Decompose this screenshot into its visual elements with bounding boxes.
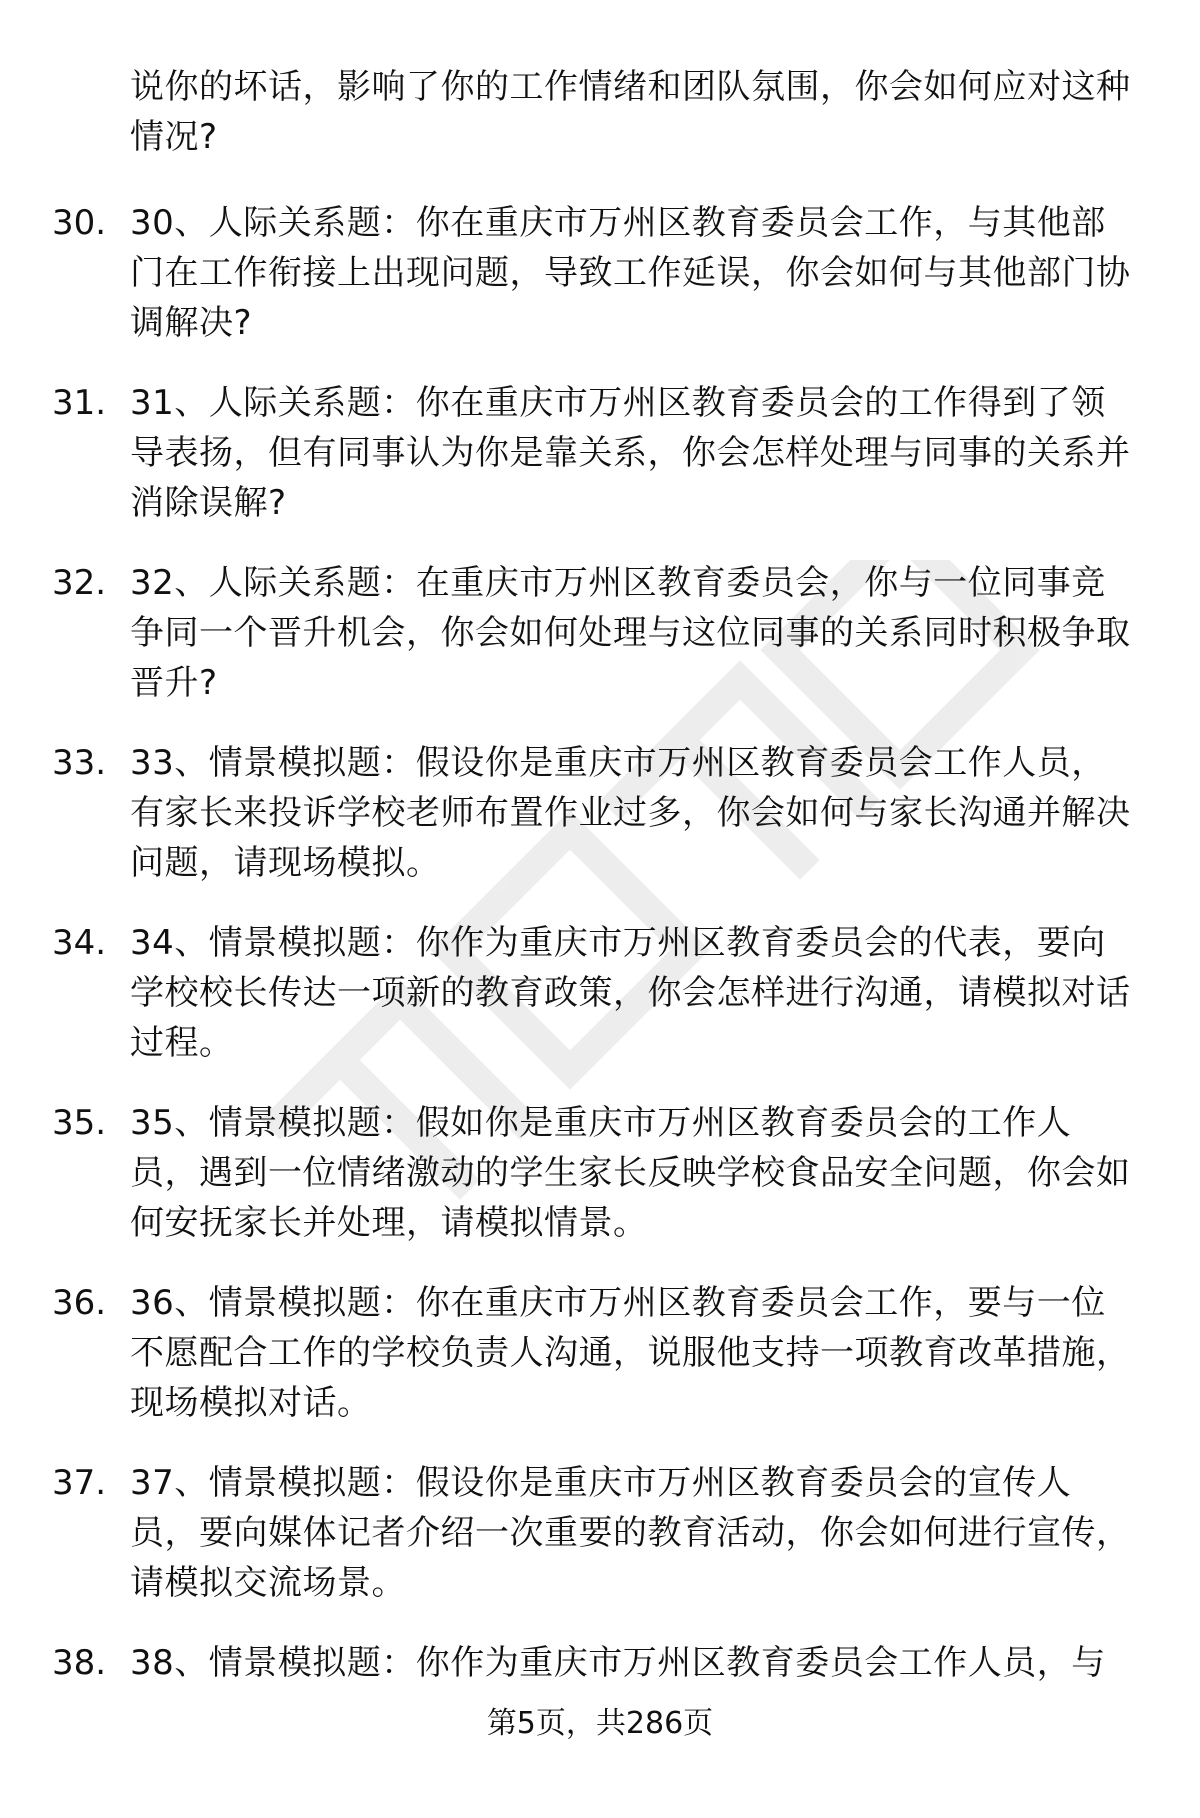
question-number: 34.: [52, 923, 107, 963]
question-text: 35、情景模拟题：假如你是重庆市万州区教育委员会的工作人员，遇到一位情绪激动的学生家长反映学校食品安全问题，你会如何安抚家长并处理，请模拟情景。: [130, 1103, 1131, 1243]
list-item: [0, 1098, 1200, 1248]
question-text: 30、人际关系题：你在重庆市万州区教育委员会工作，与其他部门在工作衔接上出现问题，导致工作延误，你会如何与其他部门协调解决?: [130, 203, 1131, 343]
question-number: 31.: [52, 383, 107, 423]
list-item: [0, 558, 1200, 708]
question-text: 36、情景模拟题：你在重庆市万州区教育委员会工作，要与一位不愿配合工作的学校负责人沟通，说服他支持一项教育改革措施，现场模拟对话。: [130, 1283, 1131, 1423]
question-text: 32、人际关系题：在重庆市万州区教育委员会，你与一位同事竞争同一个晋升机会，你会如何处理与这位同事的关系同时积极争取晋升?: [130, 563, 1131, 703]
question-text: 34、情景模拟题：你作为重庆市万州区教育委员会的代表，要向学校校长传达一项新的教育政策，你会怎样进行沟通，请模拟对话过程。: [130, 923, 1131, 1063]
question-number: 32.: [52, 563, 107, 603]
question-number: 36.: [52, 1283, 107, 1323]
list-item: [0, 738, 1200, 888]
list-item: [0, 1278, 1200, 1428]
question-number: 30.: [52, 203, 107, 243]
list-item: [0, 378, 1200, 528]
list-item: [0, 198, 1200, 348]
list-item: [0, 918, 1200, 1068]
question-number: 37.: [52, 1463, 107, 1503]
question-number: 33.: [52, 743, 107, 783]
question-number: 35.: [52, 1103, 107, 1143]
continuation-text: 说你的坏话，影响了你的工作情绪和团队氛围，你会如何应对这种情况?: [130, 67, 1131, 157]
question-text: 31、人际关系题：你在重庆市万州区教育委员会的工作得到了领导表扬，但有同事认为你是靠关系，你会怎样处理与同事的关系并消除误解?: [130, 383, 1131, 523]
question-text: 33、情景模拟题：假设你是重庆市万州区教育委员会工作人员，有家长来投诉学校老师布置作业过多，你会如何与家长沟通并解决问题，请现场模拟。: [130, 743, 1131, 883]
question-text: 38、情景模拟题：你作为重庆市万州区教育委员会工作人员，与: [130, 1643, 1106, 1683]
question-text: 37、情景模拟题：假设你是重庆市万州区教育委员会的宣传人员，要向媒体记者介绍一次重要的教育活动，你会如何进行宣传，请模拟交流场景。: [130, 1463, 1131, 1603]
question-list: [0, 198, 1200, 1818]
question-number: 38.: [52, 1643, 107, 1683]
page-footer: 第5页，共286页: [486, 1706, 714, 1741]
list-item: [0, 1458, 1200, 1608]
